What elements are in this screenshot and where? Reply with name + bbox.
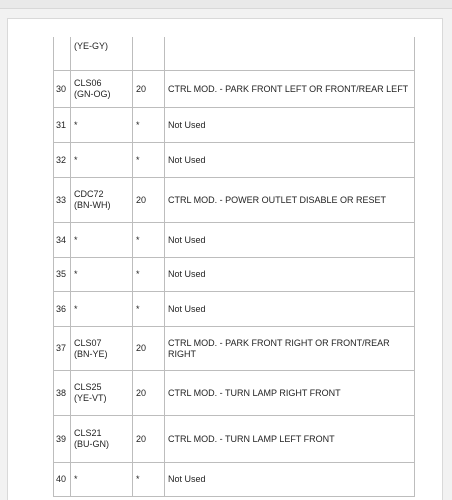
description-cell: Not Used (165, 143, 415, 178)
description-cell: CTRL MOD. - PARK FRONT RIGHT OR FRONT/REAR RIGHT (165, 327, 415, 371)
table-row (53, 108, 415, 143)
fuse-cell (133, 37, 165, 71)
table-row (53, 37, 415, 71)
pin-cell: 35 (53, 258, 71, 292)
description-cell: Not Used (165, 463, 415, 497)
pin-cell (53, 37, 71, 71)
circuit-cell: * (71, 292, 133, 327)
pin-cell: 33 (53, 178, 71, 223)
fuse-cell: 20 (133, 178, 165, 223)
pin-cell: 39 (53, 416, 71, 463)
fuse-cell: * (133, 258, 165, 292)
content-panel (7, 18, 443, 500)
circuit-cell: * (71, 463, 133, 497)
circuit-cell: CLS25 (YE-VT) (71, 371, 133, 416)
circuit-cell: CLS07 (BN-YE) (71, 327, 133, 371)
description-cell: CTRL MOD. - POWER OUTLET DISABLE OR RESET (165, 178, 415, 223)
table-row (53, 292, 415, 327)
pin-cell: 30 (53, 71, 71, 108)
pin-cell: 38 (53, 371, 71, 416)
description-cell: CTRL MOD. - PARK FRONT LEFT OR FRONT/REAR LEFT (165, 71, 415, 108)
description-cell: Not Used (165, 108, 415, 143)
fuse-cell: 20 (133, 371, 165, 416)
table-row (53, 327, 415, 371)
table-row (53, 223, 415, 258)
pin-cell: 31 (53, 108, 71, 143)
circuit-cell: CDC72 (BN-WH) (71, 178, 133, 223)
table-row (53, 416, 415, 463)
circuit-cell: * (71, 223, 133, 258)
table-row (53, 371, 415, 416)
table-row (53, 143, 415, 178)
fuse-cell: * (133, 223, 165, 258)
table-row (53, 463, 415, 497)
description-cell (165, 37, 415, 71)
table-row (53, 178, 415, 223)
fuse-cell: 20 (133, 327, 165, 371)
table-row (53, 258, 415, 292)
table-row (53, 71, 415, 108)
fuse-cell: * (133, 143, 165, 178)
circuit-cell: CLS21 (BU-GN) (71, 416, 133, 463)
fuse-cell: * (133, 463, 165, 497)
pin-cell: 34 (53, 223, 71, 258)
circuit-cell: * (71, 258, 133, 292)
pin-cell: 40 (53, 463, 71, 497)
circuit-cell: * (71, 143, 133, 178)
fuse-cell: * (133, 292, 165, 327)
description-cell: Not Used (165, 258, 415, 292)
pin-cell: 37 (53, 327, 71, 371)
fuse-cell: 20 (133, 71, 165, 108)
fuse-cell: 20 (133, 416, 165, 463)
circuit-cell: * (71, 108, 133, 143)
circuit-cell: CLS06 (GN-OG) (71, 71, 133, 108)
fuse-cell: * (133, 108, 165, 143)
circuit-cell: (YE-GY) (71, 37, 133, 71)
description-cell: Not Used (165, 292, 415, 327)
description-cell: CTRL MOD. - TURN LAMP LEFT FRONT (165, 416, 415, 463)
top-bar (0, 0, 452, 9)
pin-cell: 32 (53, 143, 71, 178)
description-cell: CTRL MOD. - TURN LAMP RIGHT FRONT (165, 371, 415, 416)
description-cell: Not Used (165, 223, 415, 258)
connector-pinout-table (53, 37, 415, 497)
pin-cell: 36 (53, 292, 71, 327)
